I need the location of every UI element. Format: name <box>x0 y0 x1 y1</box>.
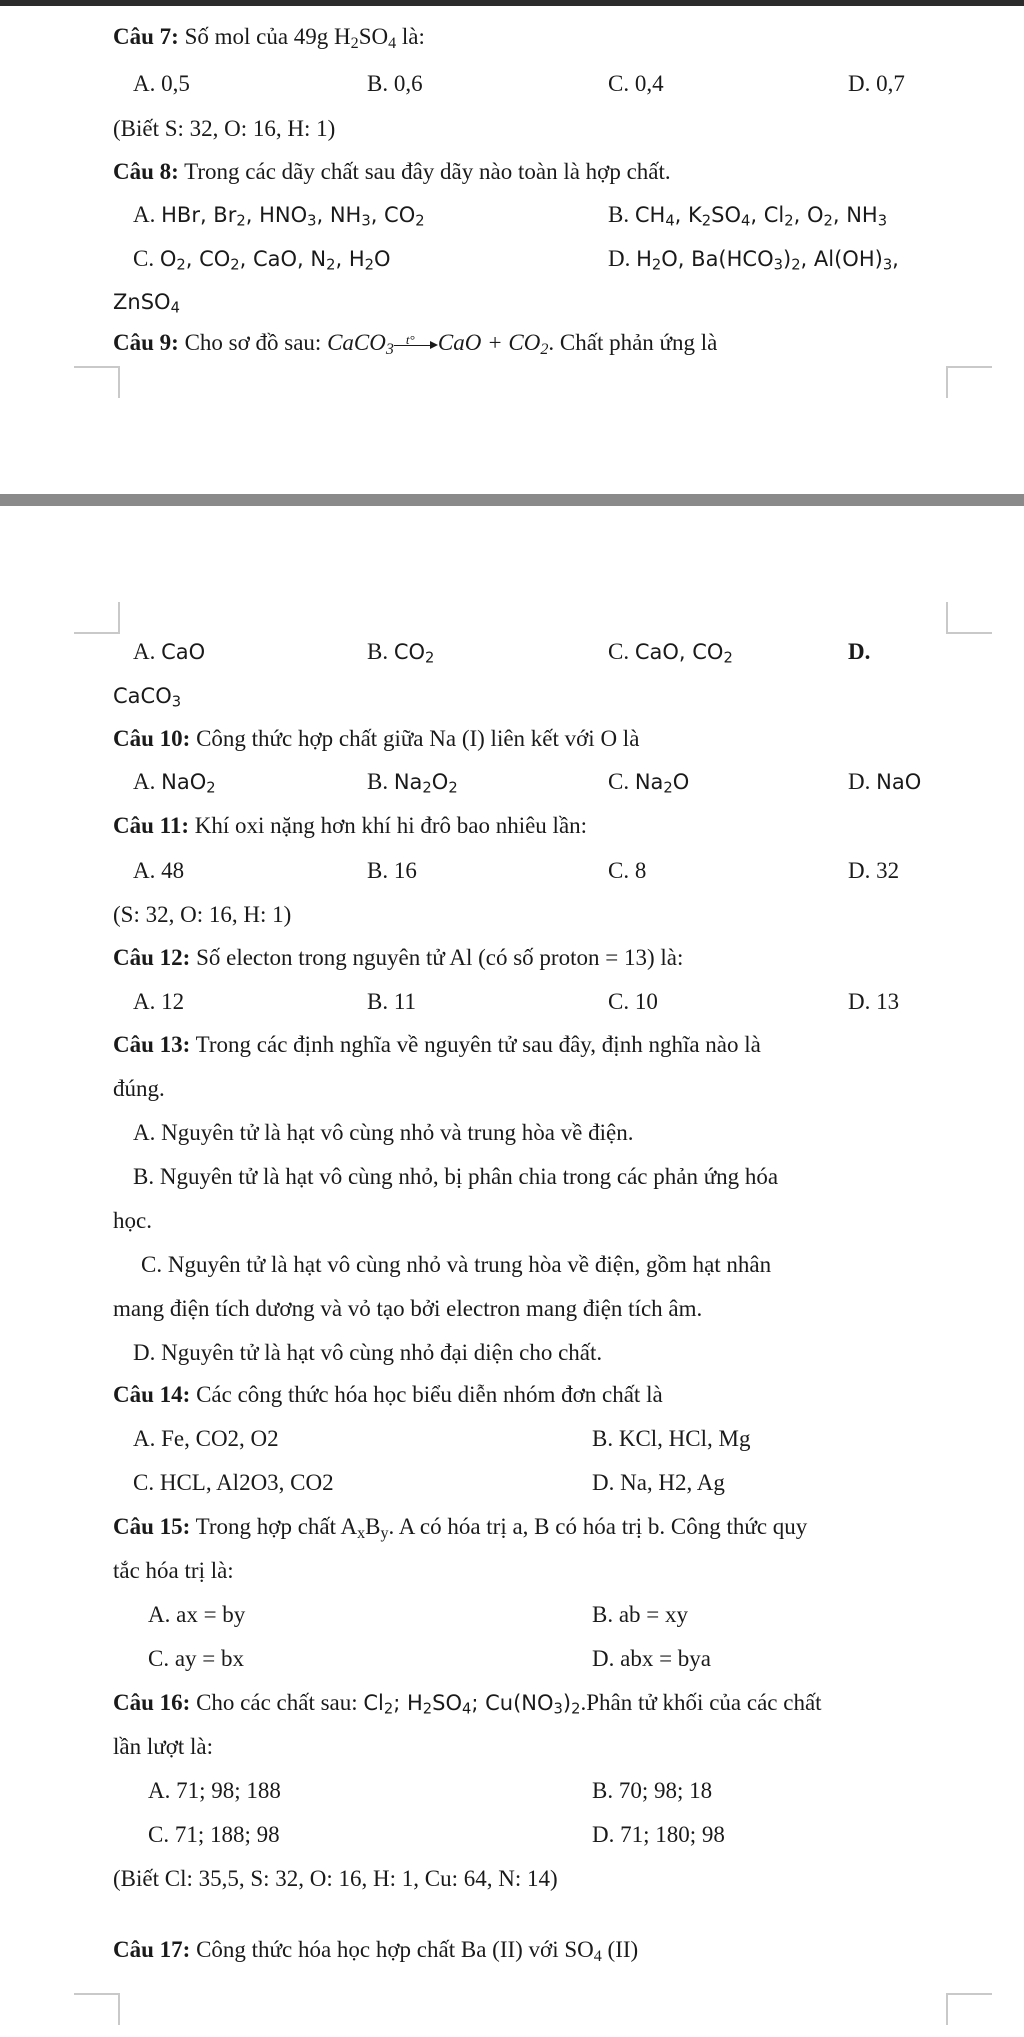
q7-label: Câu 7: <box>113 24 179 49</box>
q10-option-c-label: C. <box>608 769 630 794</box>
q16-label: Câu 16: <box>113 1690 191 1715</box>
q8-option-c <box>133 244 391 274</box>
q9-products: CaO + CO <box>437 330 541 355</box>
q12-option-c: C. 10 <box>608 989 658 1014</box>
q7-note: (Biết S: 32, O: 16, H: 1) <box>113 116 336 141</box>
q7-option-c: C. 0,4 <box>608 71 664 96</box>
q9-label: Câu 9: <box>113 330 179 355</box>
q8-option-d-text: $H_2O$, $Ba(HCO_3)_2$, $Al(OH)_3$, <box>636 247 899 274</box>
page-corner-mark <box>946 366 992 398</box>
q15-option-d: D. abx = bya <box>592 1646 711 1671</box>
q16-text-before: Cho các chất sau: <box>190 1690 364 1715</box>
q13-option-d: D. Nguyên tử là hạt vô cùng nhỏ đại diện cho chất. <box>133 1340 603 1365</box>
q9-option-b <box>367 637 434 667</box>
q15-mid: B <box>365 1514 381 1539</box>
q9-option-d-continued: CaCO$_3$ <box>113 684 182 711</box>
page-corner-mark <box>74 602 120 634</box>
q11-option-c: C. 8 <box>608 858 647 883</box>
q10-option-b <box>367 767 458 797</box>
q16-option-d: D. 71; 180; 98 <box>592 1822 725 1847</box>
q14-text: Các công thức hóa học biểu diễn nhóm đơn chất là <box>190 1382 663 1407</box>
q9-option-b-label: B. <box>367 639 389 664</box>
q16-stem <box>113 1688 822 1718</box>
q14-option-b: B. KCl, HCl, Mg <box>592 1426 751 1451</box>
q9-option-c-label: C. <box>608 639 630 664</box>
q15-option-a: A. ax = by <box>148 1602 246 1627</box>
q16-option-c: C. 71; 188; 98 <box>148 1822 280 1847</box>
q8-option-c-text: $O_2$, $CO_2$, CaO, $N_2$, $H_2O$ <box>159 247 391 274</box>
page-corner-mark <box>946 602 992 634</box>
q13-stem <box>113 1030 761 1060</box>
page-corner-mark <box>946 1993 992 2025</box>
top-edge-strip <box>0 0 1024 6</box>
q11-option-b: B. 16 <box>367 858 417 883</box>
q15-stem <box>113 1512 807 1542</box>
q15-option-b: B. ab = xy <box>592 1602 689 1627</box>
q9-reactant-sub: 3 <box>385 341 394 359</box>
q10-option-c <box>608 767 689 797</box>
q11-option-d: D. 32 <box>848 858 900 883</box>
q7-text-mid: SO <box>358 24 389 49</box>
q15-sub-x: x <box>357 1525 366 1543</box>
q17-text-before: Công thức hóa học hợp chất Ba (II) với SO <box>190 1937 594 1962</box>
q13-option-b: B. Nguyên tử là hạt vô cùng nhỏ, bị phân chia trong các phản ứng hóa <box>133 1164 779 1189</box>
q7-option-d: D. 0,7 <box>848 71 905 96</box>
q14-option-a: A. Fe, CO2, O2 <box>133 1426 279 1451</box>
q13-option-b-l2: học. <box>113 1208 152 1233</box>
page-break-divider <box>0 494 1024 506</box>
q10-option-d <box>848 767 921 797</box>
q14-label: Câu 14: <box>113 1382 191 1407</box>
q12-stem <box>113 943 683 973</box>
q8-option-b-label: B. <box>608 202 630 227</box>
q10-stem <box>113 724 639 754</box>
q9-reactant: CaCO <box>327 330 386 355</box>
q15-text-after: . A có hóa trị a, B có hóa trị b. Công thức quy <box>388 1514 808 1539</box>
q16-option-b: B. 70; 98; 18 <box>592 1778 713 1803</box>
q16-option-a: A. 71; 98; 188 <box>148 1778 281 1803</box>
q9-stem <box>113 328 717 358</box>
q8-option-a-text: HBr, $Br_2$, $HNO_3$, $NH_3$, $CO_2$ <box>161 203 425 230</box>
page-corner-mark <box>74 366 120 398</box>
q7-option-b: B. 0,6 <box>367 71 423 96</box>
q14-option-d: D. Na, H2, Ag <box>592 1470 725 1495</box>
q9-text-before: Cho sơ đồ sau: <box>178 330 328 355</box>
q8-label: Câu 8: <box>113 159 179 184</box>
q8-option-c-label: C. <box>133 246 155 271</box>
q8-option-b <box>608 200 887 230</box>
q8-option-d <box>608 244 899 274</box>
q11-option-a: A. 48 <box>133 858 185 883</box>
q13-option-c: C. Nguyên tử là hạt vô cùng nhỏ và trung hòa về điện, gồm hạt nhân <box>141 1252 772 1277</box>
q13-text-l1: Trong các định nghĩa về nguyên tử sau đây, định nghĩa nào là <box>190 1032 761 1057</box>
q10-option-a-label: A. <box>133 769 156 794</box>
q9-option-a-label: A. <box>133 639 156 664</box>
q9-option-b-text: $CO_2$ <box>393 640 435 667</box>
q17-text-after: (II) <box>601 1937 639 1962</box>
q8-text: Trong các dãy chất sau đây dãy nào toàn là hợp chất. <box>178 159 671 184</box>
q13-label: Câu 13: <box>113 1032 191 1057</box>
q12-option-a: A. 12 <box>133 989 185 1014</box>
q8-option-a-label: A. <box>133 202 156 227</box>
q9-option-a <box>133 637 205 667</box>
q16-formulas: $Cl_2$; $H_2SO_4$; $Cu(NO_3)_2$ <box>363 1691 581 1718</box>
q8-option-b-text: $CH_4$, $K_2SO_4$, $Cl_2$, $O_2$, $NH_3$ <box>634 203 888 230</box>
page-corner-mark <box>74 1993 120 2025</box>
q13-option-c-l2: mang điện tích dương và vỏ tạo bởi electron mang điện tích âm. <box>113 1296 703 1321</box>
q8-option-d-continued: ZnSO$_4$ <box>113 290 180 317</box>
q17-stem <box>113 1935 638 1965</box>
q10-text: Công thức hợp chất giữa Na (I) liên kết với O là <box>190 726 640 751</box>
q11-label: Câu 11: <box>113 813 190 838</box>
q11-text: Khí oxi nặng hơn khí hi đrô bao nhiêu lần: <box>189 813 588 838</box>
q9-option-a-text: CaO <box>161 640 206 664</box>
q13-stem-l2: đúng. <box>113 1076 165 1101</box>
q15-sub-y: y <box>380 1525 389 1543</box>
q10-option-a <box>133 767 216 797</box>
reaction-arrow-icon <box>394 331 438 355</box>
q14-option-c: C. HCL, Al2O3, CO2 <box>133 1470 334 1495</box>
q16-text-after: .Phân tử khối của các chất <box>580 1690 822 1715</box>
q12-label: Câu 12: <box>113 945 191 970</box>
q8-stem <box>113 157 671 187</box>
q10-option-b-label: B. <box>367 769 389 794</box>
q14-stem <box>113 1380 663 1410</box>
q9-products-sub: 2 <box>540 341 549 359</box>
q7-text-before: Số mol của 49g H <box>178 24 351 49</box>
q9-option-c-text: CaO, $CO_2$ <box>634 640 733 667</box>
q9-option-d-label: D. <box>848 639 871 664</box>
q7-sub2: 4 <box>388 35 397 53</box>
q8-option-d-label: D. <box>608 246 631 271</box>
q15-option-c: C. ay = bx <box>148 1646 245 1671</box>
q7-option-a: A. 0,5 <box>133 71 190 96</box>
q17-label: Câu 17: <box>113 1937 191 1962</box>
q9-text-after: . Chất phản ứng là <box>548 330 718 355</box>
q16-stem-l2: lần lượt là: <box>113 1734 213 1759</box>
q17-sub: 4 <box>593 1948 602 1966</box>
q7-sub1: 2 <box>350 35 359 53</box>
q15-label: Câu 15: <box>113 1514 191 1539</box>
q9-option-c <box>608 637 733 667</box>
q10-option-d-label: D. <box>848 769 871 794</box>
q15-text-before: Trong hợp chất A <box>190 1514 358 1539</box>
q12-text: Số electon trong nguyên tử Al (có số proton = 13) là: <box>190 945 684 970</box>
q15-stem-l2: tắc hóa trị là: <box>113 1558 234 1583</box>
q10-option-d-text: NaO <box>876 770 922 794</box>
q12-option-d: D. 13 <box>848 989 900 1014</box>
q10-option-a-text: NaO$_2$ <box>161 770 216 797</box>
q10-label: Câu 10: <box>113 726 191 751</box>
q12-option-b: B. 11 <box>367 989 416 1014</box>
q10-option-c-text: $Na_2O$ <box>634 770 690 797</box>
q7-text-after: là: <box>396 24 425 49</box>
q11-note: (S: 32, O: 16, H: 1) <box>113 902 292 927</box>
q8-option-a <box>133 200 425 230</box>
q16-note: (Biết Cl: 35,5, S: 32, O: 16, H: 1, Cu: 64, N: 14) <box>113 1866 558 1891</box>
q13-option-a: A. Nguyên tử là hạt vô cùng nhỏ và trung hòa về điện. <box>133 1120 634 1145</box>
q10-option-b-text: $Na_2O_2$ <box>393 770 458 797</box>
q11-stem <box>113 811 587 841</box>
q9-arrow-label: t° <box>405 331 415 347</box>
q7-stem <box>113 22 425 52</box>
